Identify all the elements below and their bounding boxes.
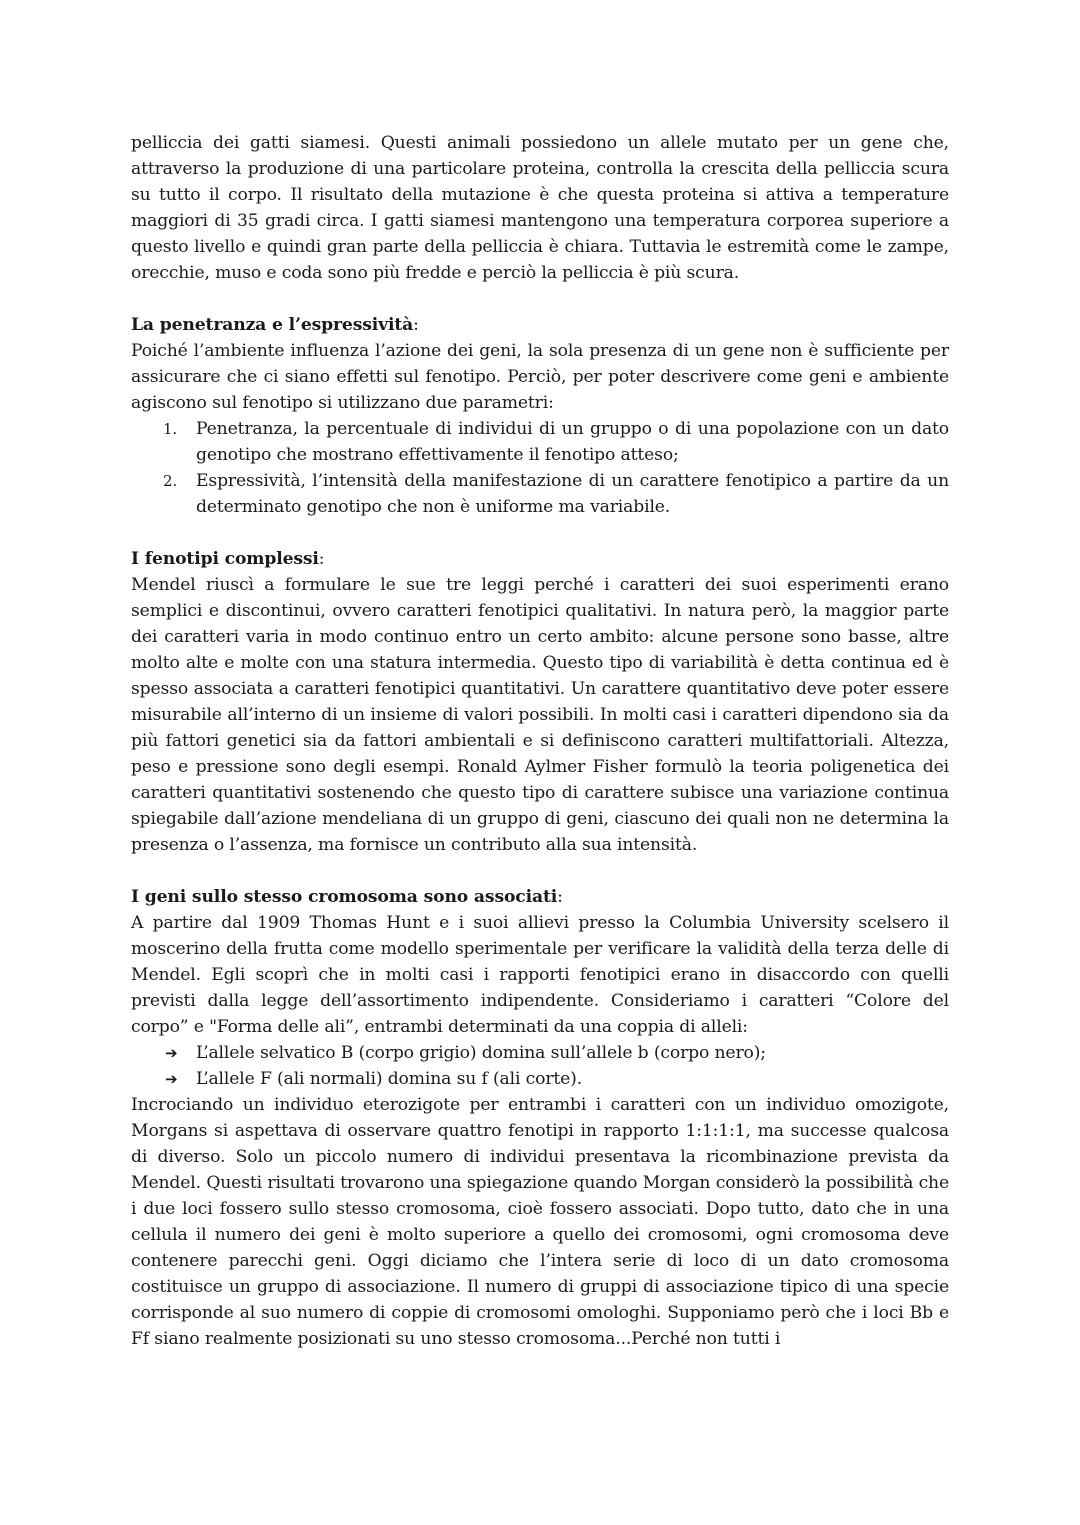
document-page: [131, 130, 949, 1352]
paragraph-gap: [131, 286, 949, 312]
heading-text: La penetranza e l’espressività: [131, 315, 414, 335]
list-item-text: L’allele F (ali normali) domina su f (ali corte).: [196, 1069, 583, 1089]
section-fenotipi-complessi: [131, 546, 949, 858]
section-body: Mendel riuscì a formulare le sue tre leggi perché i caratteri dei suoi esperimenti erano semplici e discontinui, ovvero caratteri fenotipici qualitativi. In natura però, la maggior parte dei caratteri varia in modo continuo entro un certo ambito: alcune persone sono basse, altre molto alte e molte con una statura intermedia. Questo tipo di variabilità è detta continua ed è spesso associata a caratteri fenotipici quantitativi. Un carattere quantitativo deve poter essere misurabile all’interno di un insieme di valori possibili. In molti casi i caratteri dipendono sia da più fattori genetici sia da fattori ambientali e si definiscono caratteri multifattoriali. Altezza, peso e pressione sono degli esempi. Ronald Aylmer Fisher formulò la teoria poligenetica dei caratteri quantitativi sostenendo che questo tipo di carattere subisce una variazione continua spiegabile dall’azione mendeliana di un gruppo di geni, ciascuno dei quali non ne determina la presenza o l’assenza, ma fornisce un contributo alla sua intensità.: [131, 575, 949, 855]
section-penetranza: [131, 312, 949, 520]
list-item-text: L’allele selvatico B (corpo grigio) domina sull’allele b (corpo nero);: [196, 1043, 766, 1063]
intro-paragraph: pelliccia dei gatti siamesi. Questi animali possiedono un allele mutato per un gene che, attraverso la produzione di una particolare proteina, controlla la crescita della pelliccia scura su tutto il corpo. Il risultato della mutazione è che questa proteina si attiva a temperature maggiori di 35 gradi circa. I gatti siamesi mantengono una temperatura corporea superiore a questo livello e quindi gran parte della pelliccia è chiara. Tuttavia le estremità come le zampe, orecchie, muso e coda sono più fredde e perciò la pelliccia è più scura.: [131, 133, 949, 283]
paragraph-gap: [131, 858, 949, 884]
arrow-right-icon: ➔: [165, 1044, 178, 1062]
heading-text: I geni sullo stesso cromosoma sono associati: [131, 887, 558, 907]
list-item: [131, 1066, 949, 1092]
list-number: 1.: [163, 420, 178, 438]
section-geni-associati: [131, 884, 949, 1352]
arrow-right-icon: ➔: [165, 1070, 178, 1088]
list-item-text: Penetranza, la percentuale di individui di un gruppo o di una popolazione con un dato genotipo che mostrano effettivamente il fenotipo atteso;: [196, 419, 949, 465]
heading-colon: :: [557, 887, 563, 907]
section-heading: [131, 546, 949, 572]
numbered-list: [131, 416, 949, 520]
list-item: [131, 468, 949, 520]
list-number: 2.: [163, 472, 178, 490]
section-heading: [131, 312, 949, 338]
section-body: Poiché l’ambiente influenza l’azione dei geni, la sola presenza di un gene non è sufficiente per assicurare che ci siano effetti sul fenotipo. Perciò, per poter descrivere come geni e ambiente agiscono sul fenotipo si utilizzano due parametri:: [131, 341, 949, 413]
section-body-continued: Incrociando un individuo eterozigote per entrambi i caratteri con un individuo omozigote, Morgans si aspettava di osservare quattro fenotipi in rapporto 1:1:1:1, ma successe qualcosa di diverso. Solo un piccolo numero di individui presentava la ricombinazione prevista da Mendel. Questi risultati trovarono una spiegazione quando Morgan considerò la possibilità che i due loci fossero sullo stesso cromosoma, cioè fossero associati. Dopo tutto, dato che in una cellula il numero dei geni è molto superiore a quello dei cromosomi, ogni cromosoma deve contenere parecchi geni. Oggi diciamo che l’intera serie di loco di un dato cromosoma costituisce un gruppo di associazione. Il numero di gruppi di associazione tipico di una specie corrisponde al suo numero di coppie di cromosomi omologhi. Supponiamo però che i loci Bb e Ff siano realmente posizionati su uno stesso cromosoma...Perché non tutti i: [131, 1095, 949, 1349]
list-item-text: Espressività, l’intensità della manifestazione di un carattere fenotipico a partire da un determinato genotipo che non è uniforme ma variabile.: [196, 471, 949, 517]
paragraph-gap: [131, 520, 949, 546]
heading-colon: :: [413, 315, 419, 335]
arrow-list: [131, 1040, 949, 1092]
section-body: A partire dal 1909 Thomas Hunt e i suoi allievi presso la Columbia University scelsero il moscerino della frutta come modello sperimentale per verificare la validità della terza delle di Mendel. Egli scoprì che in molti casi i rapporti fenotipici erano in disaccordo con quelli previsti dalla legge dell’assortimento indipendente. Consideriamo i caratteri “Colore del corpo” e "Forma delle ali”, entrambi determinati da una coppia di alleli:: [131, 913, 949, 1037]
list-item: [131, 416, 949, 468]
heading-text: I fenotipi complessi: [131, 549, 319, 569]
heading-colon: :: [318, 549, 325, 569]
list-item: [131, 1040, 949, 1066]
section-heading: [131, 884, 949, 910]
